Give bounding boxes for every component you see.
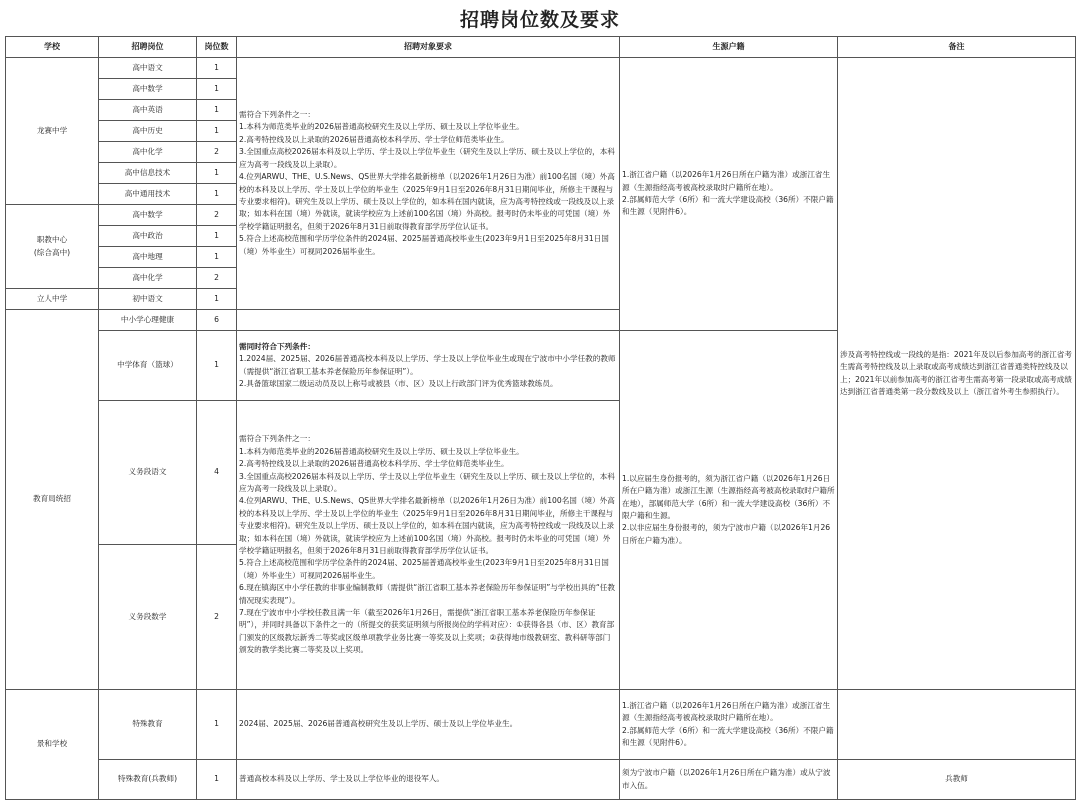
notes-special xyxy=(838,690,1076,760)
post-cell: 特殊教育 xyxy=(99,690,197,760)
post-cell: 高中英语 xyxy=(99,100,197,121)
origin-zhejiang: 1.浙江省户籍（以2026年1月26日所在户籍为准）或浙江省生源（生源指经高考被高校录取时户籍所在地）。 2.部属师范大学（6所）和一流大学建设高校（36所）不限户籍和生源（见附件6）。 xyxy=(620,58,838,331)
school-jinghe: 景和学校 xyxy=(6,690,99,800)
requirements-pe-title: 需同时符合下列条件： xyxy=(239,341,315,351)
table-row xyxy=(6,58,1076,79)
school-liren: 立人中学 xyxy=(6,289,99,310)
post-cell: 高中数学 xyxy=(99,79,197,100)
post-cell: 高中化学 xyxy=(99,268,197,289)
count-cell: 1 xyxy=(197,163,237,184)
origin-special: 1.浙江省户籍（以2026年1月26日所在户籍为准）或浙江省生源（生源指经高考被高校录取时户籍所在地）。 2.部属师范大学（6所）和一流大学建设高校（36所）不限户籍和生源（见附件6）。 xyxy=(620,690,838,760)
requirements-pe-body: 1.2024届、2025届、2026届普通高校本科及以上学历、学士及以上学位毕业生或现在宁波市中小学任教的教师（需提供“浙江省职工基本养老保险历年参保证明”）。 2.具备篮球国家二级运动员及以上称号或被县（市、区）及以上行政部门评为优秀篮球教练员。 xyxy=(239,354,616,388)
requirements-general: 需符合下列条件之一： 1.本科为师范类毕业的2026届普通高校研究生及以上学历、硕士及以上学位毕业生。 2.高考特控线及以上录取的2026届普通高校本科学历、学士学位师范类毕业生。 3.全国重点高校2026届本科及以上学历、学士及以上学位毕业生（研究生及以上学历、硕士及以上学位的，本科应为高考一段线及以上录取）。 4.位列ARWU、THE、U.S.News、QS世界大学排名最新榜单（以2026年1月26日为准）前100名国（境）外高校的本科及以上学历、学士及以上学位的毕业生（2025年9月1日至2026年8月31日期间毕业，所修主干课程与专业要求相符)。研究生及以上学历、硕士及以上学位的，如本科在国内就读，应为高考特控线或一段线及以上录取；如本科在国（境）外就读，就读学校应为上述前100名国（境）外高校。报考时仍未毕业的可凭国（境）外学校学籍证明报名，但须于2026年8月31日前取得教育部学历学位认证书。 5.符合上述高校范围和学历学位条件的2024届、2025届普通高校毕业生(2023年9月1日至2025年8月31日国（境）外毕业生）可视同2026届毕业生。 xyxy=(237,58,620,310)
count-cell: 1 xyxy=(197,58,237,79)
count-cell: 1 xyxy=(197,247,237,268)
count-cell: 1 xyxy=(197,226,237,247)
post-cell: 高中语文 xyxy=(99,58,197,79)
table-row xyxy=(6,760,1076,800)
header-post: 招聘岗位 xyxy=(99,37,197,58)
notes-vet: 兵教师 xyxy=(838,760,1076,800)
requirements-compulsory: 需符合下列条件之一： 1.本科为师范类毕业的2026届普通高校研究生及以上学历、硕士及以上学位毕业生。 2.高考特控线及以上录取的2026届普通高校本科学历、学士学位师范类毕业生。 3.全国重点高校2026届本科及以上学历、学士及以上学位毕业生（研究生及以上学历、硕士及以上学位的，本科应为高考一段线及以上录取）。 4.位列ARWU、THE、U.S.News、QS世界大学排名最新榜单（以2026年1月26日为准）前100名国（境）外高校的本科及以上学历、学士及以上学位的毕业生（2025年9月1日至2026年8月31日期间毕业，所修主干课程与专业要求相符)。研究生及以上学历、硕士及以上学位的，如本科在国内就读，应为高考特控线或一段线及以上录取；如本科在国（境）外就读，就读学校应为上述前100名国（境）外高校。报考时仍未毕业的可凭国（境）外学校学籍证明报名，但须于2026年8月31日前取得教育部学历学位认证书。 5.符合上述高校范围和学历学位条件的2024届、2025届普通高校毕业生(2023年9月1日至2025年8月31日国（境）外毕业生）可视同2026届毕业生。 6.现在镇海区中小学任教的非事业编制教师（需提供“浙江省职工基本养老保险历年参保证明”与学校出具的“任教情况现实表现”）。 7.现在宁波市中小学校任教且满一年（截至2026年1月26日，需提供“浙江省职工基本养老保险历年参保证明”），并同时具备以下条件之一的（所提交的获奖证明须与所报岗位的学科对应）：①获得各县（市、区）教育部门颁发的区级教坛新秀二等奖或区级单项教学业务比赛一等奖及以上奖项；②获得地市级教研室、教科研等部门颁发的教学类比赛二等奖及以上奖项。 xyxy=(237,401,620,690)
count-cell: 1 xyxy=(197,289,237,310)
count-cell: 2 xyxy=(197,268,237,289)
count-cell: 1 xyxy=(197,100,237,121)
post-cell: 特殊教育(兵教师) xyxy=(99,760,197,800)
title-bar xyxy=(0,0,1080,36)
post-cell: 中学体育（篮球） xyxy=(99,331,197,401)
post-cell: 中小学心理健康 xyxy=(99,310,197,331)
count-cell: 2 xyxy=(197,142,237,163)
header-count: 岗位数 xyxy=(197,37,237,58)
count-cell: 6 xyxy=(197,310,237,331)
page-title: 招聘岗位数及要求 xyxy=(459,8,620,31)
requirements-special-vet: 普通高校本科及以上学历、学士及以上学位毕业的退役军人。 xyxy=(237,760,620,800)
header-row xyxy=(6,37,1076,58)
post-cell: 义务段数学 xyxy=(99,545,197,690)
origin-compulsory: 1.以应届生身份报考的，须为浙江省户籍（以2026年1月26日所在户籍为准）或浙江生源（生源指经高考被高校录取时户籍所在地），部属师范大学（6所）和一流大学建设高校（36所）不限户籍和生源。 2.以非应届生身份报考的，须为宁波市户籍（以2026年1月26日所在户籍为准）。 xyxy=(620,331,838,690)
header-origin: 生源户籍 xyxy=(620,37,838,58)
count-cell: 4 xyxy=(197,401,237,545)
post-cell: 高中通用技术 xyxy=(99,184,197,205)
requirements-special: 2024届、2025届、2026届普通高校研究生及以上学历、硕士及以上学位毕业生。 xyxy=(237,690,620,760)
count-cell: 1 xyxy=(197,331,237,401)
count-cell: 2 xyxy=(197,545,237,690)
school-zhijiao: 职教中心 (综合高中) xyxy=(6,205,99,289)
post-cell: 高中地理 xyxy=(99,247,197,268)
post-cell: 高中历史 xyxy=(99,121,197,142)
count-cell: 1 xyxy=(197,121,237,142)
school-jiaoyuju: 教育局统招 xyxy=(6,310,99,690)
notes-main: 涉及高考特控线或一段线的是指：2021年及以后参加高考的浙江省考生需高考特控线及以上录取或高考成绩达到浙江省普通类特控线及以上；2021年以前参加高考的浙江省考生需高考第一段录取或高考成绩达到浙江省普通类第一段分数线及以上（浙江省外考生参照执行）。 xyxy=(838,58,1076,690)
post-cell: 高中数学 xyxy=(99,205,197,226)
post-cell: 高中政治 xyxy=(99,226,197,247)
count-cell: 1 xyxy=(197,760,237,800)
recruitment-table xyxy=(5,36,1076,800)
count-cell: 1 xyxy=(197,79,237,100)
school-longsai: 龙赛中学 xyxy=(6,58,99,205)
requirements-pe xyxy=(237,331,620,401)
post-cell: 初中语文 xyxy=(99,289,197,310)
post-cell: 高中化学 xyxy=(99,142,197,163)
origin-vet: 须为宁波市户籍（以2026年1月26日所在户籍为准）或从宁波市入伍。 xyxy=(620,760,838,800)
header-school: 学校 xyxy=(6,37,99,58)
header-requirements: 招聘对象要求 xyxy=(237,37,620,58)
header-notes: 备注 xyxy=(838,37,1076,58)
count-cell: 1 xyxy=(197,184,237,205)
count-cell: 1 xyxy=(197,690,237,760)
post-cell: 高中信息技术 xyxy=(99,163,197,184)
post-cell: 义务段语文 xyxy=(99,401,197,545)
count-cell: 2 xyxy=(197,205,237,226)
table-row xyxy=(6,690,1076,760)
